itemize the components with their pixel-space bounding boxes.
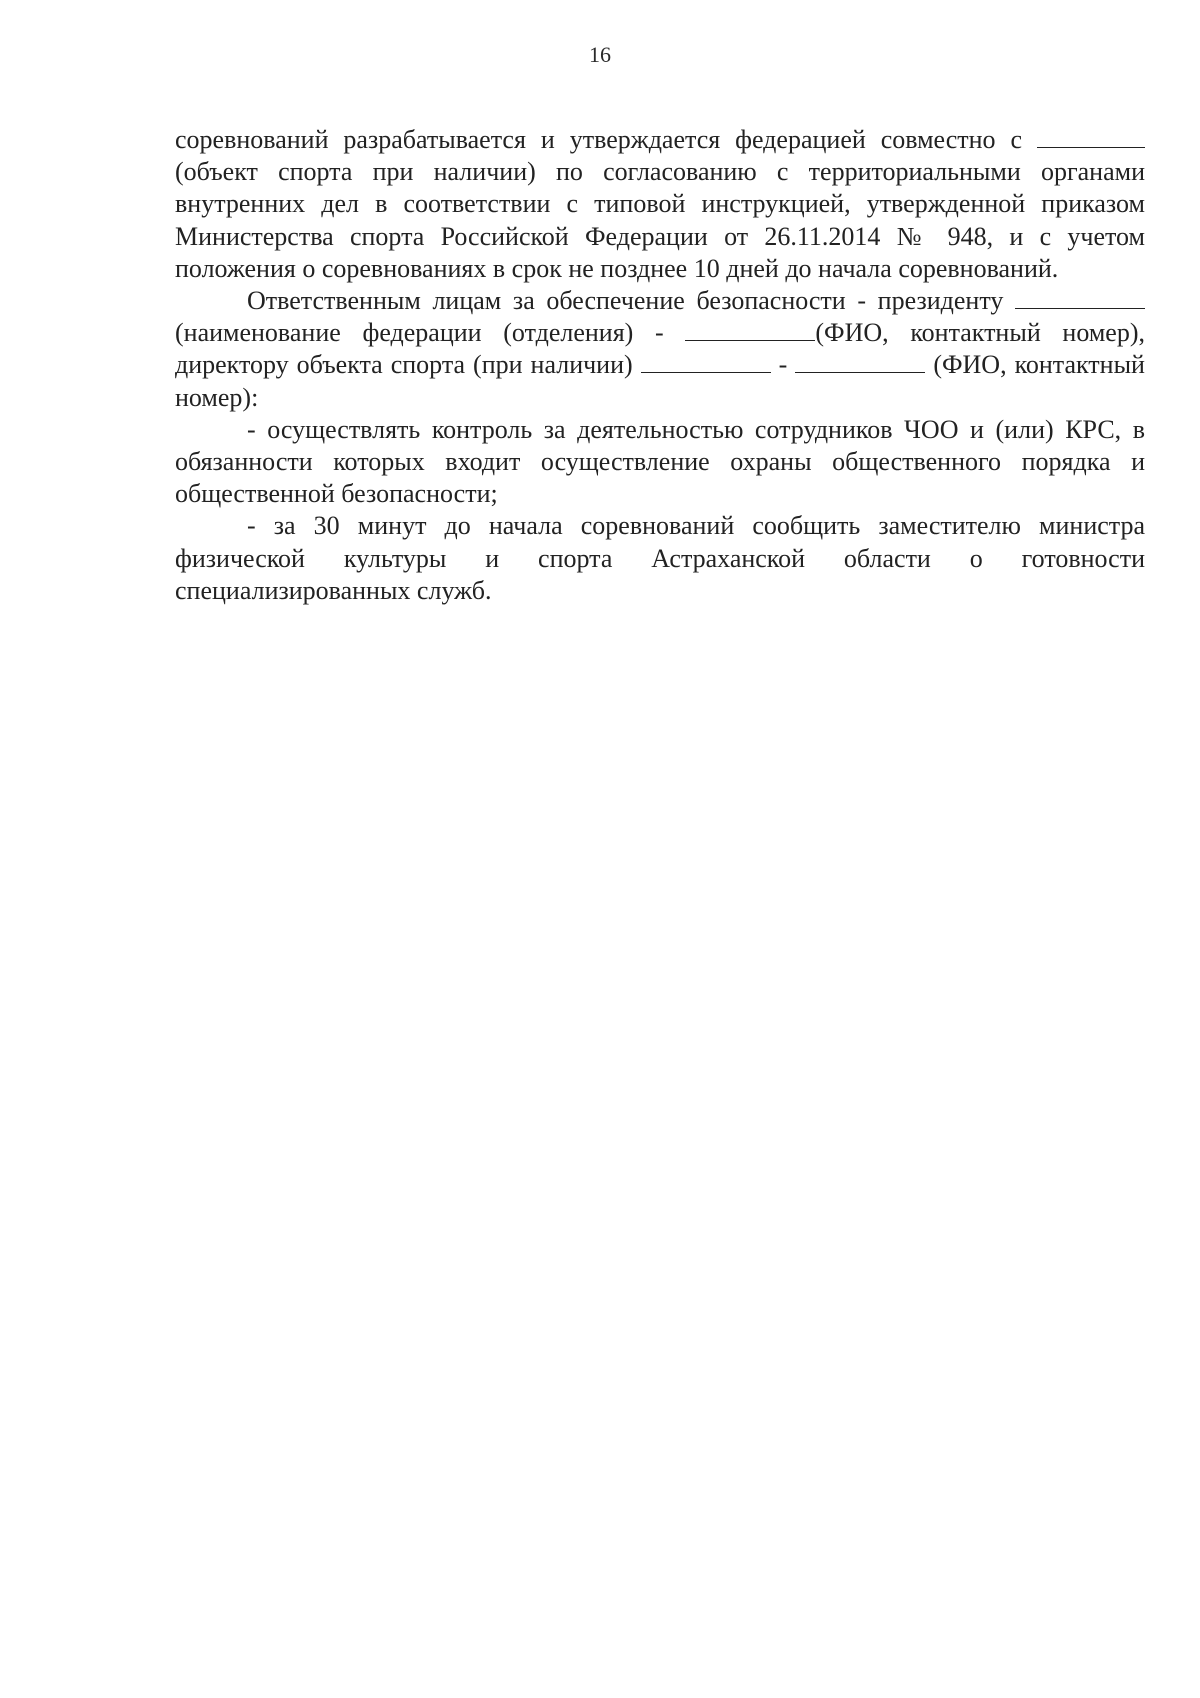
blank-field-facility bbox=[641, 352, 771, 373]
document-body bbox=[175, 124, 1145, 607]
paragraph-3: - осуществлять контроль за деятельностью сотрудников ЧОО и (или) КРС, в обязанности которых входит осуществление охраны общественного порядка и общественной безопасности; bbox=[175, 414, 1145, 509]
blank-field-president-name bbox=[685, 320, 815, 341]
paragraph-2-text-director: (ФИО, контактный номер), директору объекта спорта (при наличии) bbox=[175, 318, 1146, 380]
paragraph-2-text-federation: (наименование федерации (отделения) - bbox=[175, 318, 686, 348]
blank-field-sport-facility bbox=[1037, 127, 1145, 148]
paragraph-2-text-start: Ответственным лицам за обеспечение безопасности - президенту bbox=[247, 286, 1015, 316]
paragraph-2-text-dash: - bbox=[770, 350, 796, 380]
paragraph-1-text-start: соревнований разрабатывается и утверждается федерацией совместно с bbox=[175, 125, 1037, 154]
paragraph-2-text-end: (ФИО, контактный номер): bbox=[175, 350, 1145, 412]
paragraph-2 bbox=[175, 285, 1145, 414]
blank-field-director-name bbox=[795, 352, 925, 373]
blank-field-president bbox=[1015, 288, 1145, 309]
page-number: 16 bbox=[589, 42, 611, 67]
paragraph-4: - за 30 минут до начала соревнований сообщить заместителю министра физической культуры и спорта Астраханской области о готовности специализированных служб. bbox=[175, 511, 1145, 605]
paragraph-1 bbox=[175, 124, 1145, 285]
paragraph-1-text-end: (объект спорта при наличии) по согласованию с территориальными органами внутренних дел в соответствии с типовой инструкцией, утвержденной приказом Министерства спорта Российской Федерации от 26.11.2014 № 948, и с учетом положения о соревнованиях в срок не позднее 10 дней до начала соревнований. bbox=[175, 157, 1145, 283]
